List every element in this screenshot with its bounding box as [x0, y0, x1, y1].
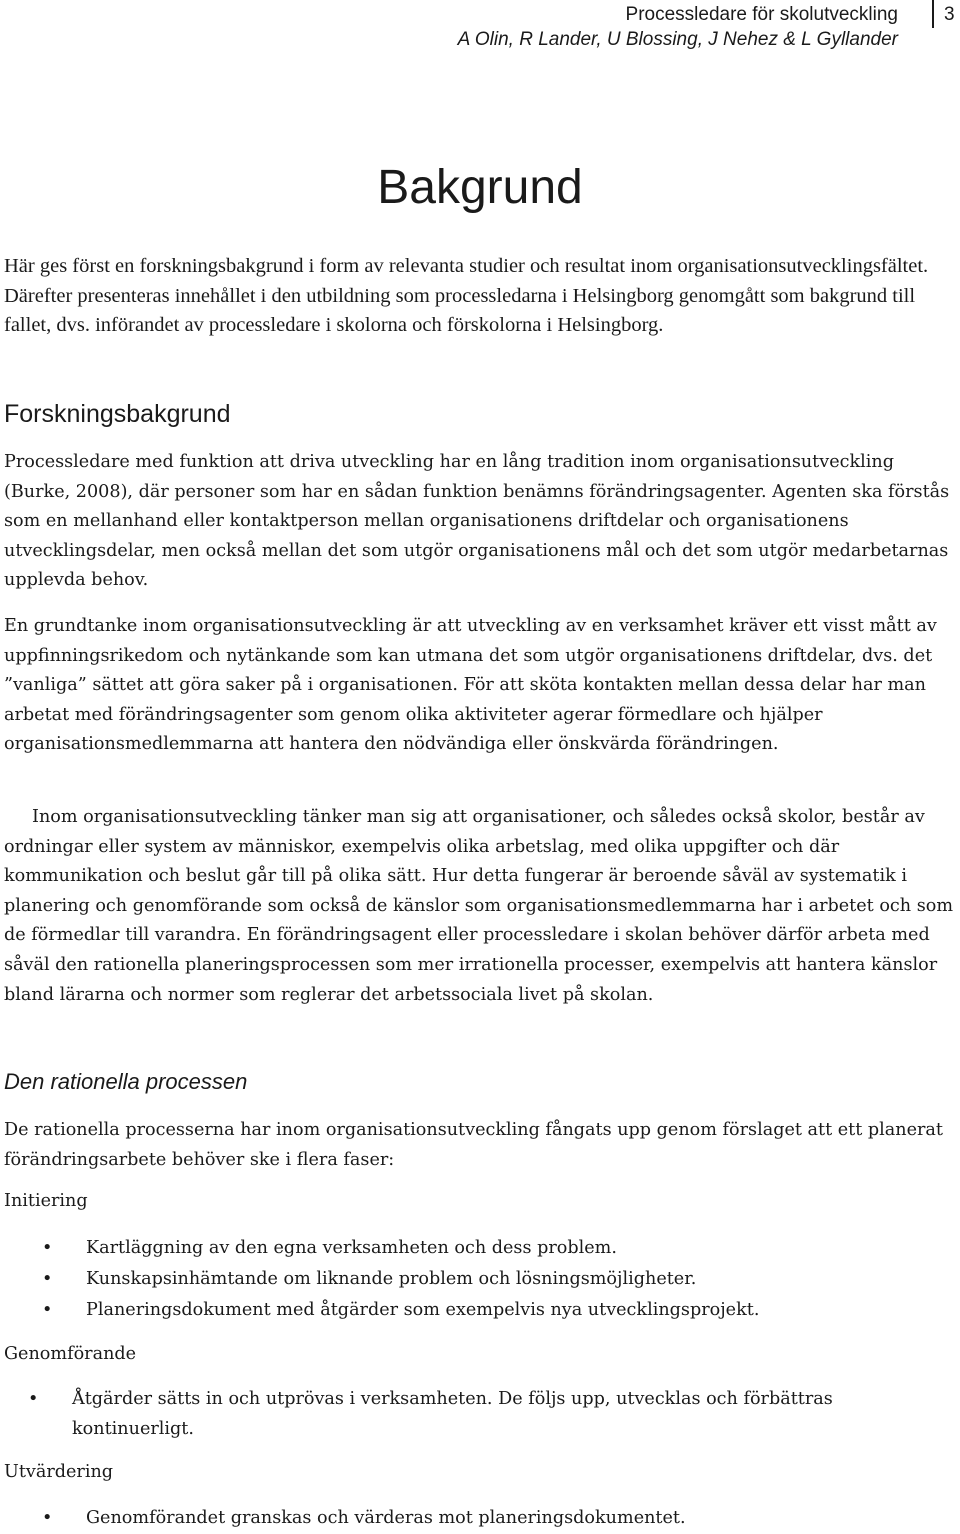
phase-label-utvardering: Utvärdering: [4, 1462, 114, 1482]
genomforande-list: [72, 1385, 932, 1444]
utvardering-list: [86, 1503, 956, 1534]
header-title: Processledare för skolutveckling: [625, 4, 898, 25]
list-item: • Kartläggning av den egna verksamheten och dess problem.: [86, 1233, 956, 1264]
list-item: • Kunskapsinhämtande om liknande problem och lösningsmöjligheter.: [86, 1264, 956, 1295]
header-authors: A Olin, R Lander, U Blossing, J Nehez & L Gyllander: [457, 29, 898, 50]
phase-label-genomforande: Genomförande: [4, 1344, 137, 1364]
subsection-heading-rationella: Den rationella processen: [4, 1069, 248, 1094]
header-divider: [932, 0, 934, 28]
page-title: Bakgrund: [377, 161, 583, 214]
page-number: 3: [944, 4, 955, 25]
section-heading-forskningsbakgrund: Forskningsbakgrund: [4, 400, 231, 428]
paragraph-rationella: De rationella processerna har inom organisationsutveckling fångats upp genom förslaget att ett planerat förändringsarbete behöver ske i flera faser:: [4, 1120, 943, 1170]
running-header: [0, 0, 960, 60]
list-item: • Planeringsdokument med åtgärder som exempelvis nya utvecklingsprojekt.: [86, 1295, 956, 1326]
intro-paragraph: Här ges först en forskningsbakgrund i form av relevanta studier och resultat inom organisationsutvecklingsfältet. Därefter presenteras innehållet i den utbildning som processledarna i Helsingborg genomgått som bakgrund till fallet, dvs. införandet av processledare i skolorna och förskolorna i Helsingborg.: [4, 255, 929, 337]
phase-label-initiering: Initiering: [4, 1191, 88, 1211]
paragraph-processledare: Processledare med funktion att driva utveckling har en lång tradition inom organisationsutveckling (Burke, 2008), där personer som har en sådan funktion benämns förändringsagenter. Agenten ska förstås som en mellanhand eller kontaktperson mellan organisationens driftdelar och organisationens utvecklingsdelar, men också mellan det som utgör organisationens mål och det som utgör medarbetarnas upplevda behov.: [4, 452, 950, 591]
paragraph-grundtanke: En grundtanke inom organisationsutveckling är att utveckling av en verksamhet kräver ett visst mått av uppfinningsrikedom och nytänkande som kan utmana det som utgör organisationens driftdelar, dvs. det ”vanliga” sättet att göra saker på i organisationen. För att sköta kontakten mellan dessa delar har man arbetat med förändringsagenter som genom olika aktiviteter agerar förmedlare och hjälper organisationsmedlemmarna att hantera den nödvändiga eller önskvärda förändringen.: [4, 616, 937, 755]
paragraph-organisationsutveckling: Inom organisationsutveckling tänker man sig att organisationer, och således också skolor, består av ordningar eller system av människor, exempelvis olika arbetslag, med olika uppgifter och där kommunikation och beslut går till på olika sätt. Hur detta fungerar är beroende såväl av systematik i planering och genomförande som också de känslor som organisationsmedlemmarna har i arbetet och som de förmedlar till varandra. En förändringsagent eller processledare i skolan behöver därför arbeta med såväl den rationella planeringsprocessen som mer irrationella processer, exempelvis att hantera känslor bland lärarna och normer som reglerar det arbetssociala livet på skolan.: [4, 807, 953, 1005]
initiering-list: [86, 1233, 956, 1326]
list-item: • Genomförandet granskas och värderas mot planeringsdokumentet.: [86, 1503, 956, 1534]
list-item: • Åtgärder sätts in och utprövas i verksamheten. De följs upp, utvecklas och förbättras kontinuerligt.: [72, 1385, 932, 1444]
